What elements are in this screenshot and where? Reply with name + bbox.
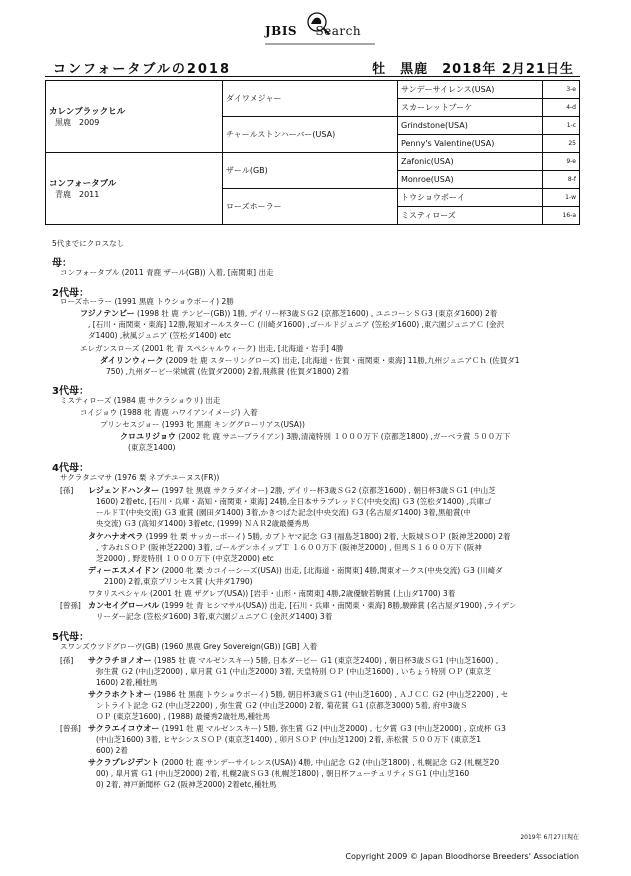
g4-heading: 4代母： (52, 463, 89, 474)
g3-line-1: ミスティローズ (1984 鹿 サクラショウリ) 出走 (60, 396, 221, 405)
ss-cell[interactable]: ダイワメジャー (223, 81, 398, 117)
g4-line-10: 2100) 2着,東京プリンセス賞 (大井ダ1790) (104, 577, 253, 586)
horse-link[interactable]: サクラチヨノオー (88, 656, 152, 665)
g4-tag-1: [孫] (60, 486, 74, 495)
horse-link[interactable]: フジノテンビー (80, 309, 135, 318)
g4-cell-1[interactable]: サンデーサイレンス(USA) (398, 81, 543, 99)
g3-heading: 3代母： (52, 386, 89, 397)
g5-heading: 5代母： (52, 632, 89, 643)
g4-cell-7[interactable]: トウショウボーイ (398, 189, 543, 207)
horse-link[interactable]: タケハナオペラ (88, 532, 144, 541)
g5-line-7: ＯＰ (東京芝1600) , (1988) 最優秀2歳牡馬,種牡馬 (96, 712, 270, 721)
dd-cell[interactable]: ローズホーラー (223, 189, 398, 225)
g4-code-2: 4-d (543, 99, 580, 117)
g5-line-11: サクラプレジデント (2000 牡 鹿 サンデーサイレンス(USA)) 4勝, 中山記念 Ｇ2 (中山芝1800) , 札幌記念 Ｇ2 (札幌芝20 (88, 758, 500, 767)
horse-link[interactable]: サクラプレジデント (88, 758, 159, 767)
g4-cell-8[interactable]: ミスティローズ (398, 207, 543, 225)
logo-prefix: JBIS (265, 24, 298, 38)
pedigree-table (45, 80, 580, 225)
g5-tag-2: [曾孫] (60, 724, 81, 733)
sd-cell[interactable]: チャールストンハーバー(USA) (223, 117, 398, 153)
g4-tag-2: [曾孫] (60, 601, 81, 610)
dam-cell[interactable] (46, 153, 223, 225)
g2-line-5: エレガンスローズ (2001 牝 青 スペシャルウィーク) 出走, [北海道・岩手] 4勝 (80, 344, 344, 353)
g4-code-5: 9-e (543, 153, 580, 171)
g4-cell-6[interactable]: Monroe(USA) (398, 171, 543, 189)
g4-line-11: ワタリスペシャル (2001 牡 鹿 ザグレブ(USA)) [岩手・山形・南関東] 4勝,2歳優駿若駒賞 (上山ダ1700) 3着 (88, 589, 456, 598)
g5-line-1: スワンズウツドグローヴ(GB) (1960 黒鹿 Grey Sovereign(GB)) [GB] 入着 (60, 642, 318, 651)
g5-line-8: サクラエイコウオー (1991 牡 鹿 マルゼンスキー) 5勝, 弥生賞 Ｇ2 (中山芝2000) , 七夕賞 Ｇ3 (中山芝2000) , 京成杯 Ｇ3 (88, 724, 506, 733)
g5-line-13: 0) 2着, 神戸新聞杯 Ｇ2 (阪神芝2000) 2着etc,種牡馬 (96, 780, 277, 789)
sire-cell[interactable] (46, 81, 223, 153)
g4-line-9: ディーエスメイドン (2000 牝 栗 カコイーシーズ(USA)) 出走, [北海道・南関東] 4勝,関東オークス(中央交流) Ｇ3 (川崎ダ (88, 566, 503, 575)
g5-line-6: ントライト記念 Ｇ2 (中山芝2200) , 弥生賞 Ｇ2 (中山芝2000) 2着, 菊花賞 Ｇ1 (京都芝3000) 5着, 府中3歳Ｓ (96, 701, 468, 710)
g2-heading: 2代母： (52, 288, 89, 299)
dam-line: コンフォータブル (2011 青鹿 ザール(GB)) 入着, [南関東] 出走 (60, 268, 274, 277)
g4-line-13: リーダー記念 (笠松ダ1600) 3着,東六園ジュニアＣ (金沢ダ1400) 3着 (96, 612, 333, 621)
g2-line-7: 750) ,九州ダービー栄城賞 (佐賀ダ2000) 2着,飛燕賞 (佐賀ダ1800) 2着 (106, 367, 350, 376)
sire-name: カレンブラックヒル (49, 107, 126, 117)
g4-line-6: タケハナオペラ (1999 牡 栗 サッカーボーイ) 5勝, カブトヤマ記念 Ｇ3 (福島芝1800) 2着, 大阪城ＳＯＰ (阪神芝2000) 2着 (88, 532, 511, 541)
dam-name: コンフォータブル (49, 179, 117, 189)
copyright: Copyright 2009 © Japan Bloodhorse Breeders' Association (345, 852, 579, 861)
logo-suffix: Search (315, 24, 362, 38)
g5-line-3: 弥生賞 Ｇ2 (中山芝2000) , 皐月賞 Ｇ1 (中山芝2000) 3着, 天皇特別 ＯＰ (中山芝1600) , いちょう特別 ＯＰ (東京芝 (96, 667, 492, 676)
g4-line-1: サクラタニマサ (1976 栗 ネプテユーヌス(FR)) (60, 473, 220, 482)
g2-line-6: ダイリンウィーク (2009 牡 鹿 スターリングローズ) 出走, [北海道・佐賀・南関東・東海] 11勝,九州ジュニアＣｈ (佐賀ダ1 (100, 356, 520, 365)
g2-line-2: フジノテンビー (1998 牡 鹿 テンビー(GB)) 1勝, デイリー杯3歳ＳＧ2 (京都芝1600) , ユニコーンＳＧ3 (東京ダ1600) 2着 (80, 309, 498, 318)
horse-link[interactable]: レジェンドハンター (88, 486, 160, 495)
g4-cell-5[interactable]: Zafonic(USA) (398, 153, 543, 171)
g2-line-1: ローズホーラー (1991 黒鹿 トウショウボーイ) 2勝 (60, 297, 234, 306)
g3-line-2: コイジョウ (1988 牝 青鹿 ハワイアンイメージ) 入着 (80, 408, 258, 417)
g4-line-7: , すみれＳＯＰ (阪神芝2200) 3着, ゴールデンホイップＴ １６００万下 (阪神芝2000) , 但馬Ｓ１６００万下 (阪神 (96, 543, 482, 552)
g5-line-2: サクラチヨノオー (1985 牡 鹿 マルゼンスキー) 5勝, 日本ダービー Ｇ1 (東京芝2400) , 朝日杯3歳ＳＧ1 (中山芝1600) , (88, 656, 499, 665)
g4-cell-4[interactable]: Penny's Valentine(USA) (398, 135, 543, 153)
ds-cell[interactable]: ザール(GB) (223, 153, 398, 189)
g4-code-6: 8-f (543, 171, 580, 189)
g4-line-3: 1600) 2着etc, [石川・兵庫・高知・南関東・東海] 24勝,全日本サラブレッドＣ(中央交流) Ｇ3 (笠松ダ1400) ,兵庫ゴ (96, 497, 492, 506)
as-of-date: 2019年 6月27日現在 (520, 834, 579, 841)
g4-code-7: 1-w (543, 189, 580, 207)
g4-cell-3[interactable]: Grindstone(USA) (398, 117, 543, 135)
title-bar (45, 56, 580, 77)
g4-line-8: 芝2000) , 野麦特別 １０００万下 (中京芝2000) etc (96, 554, 274, 563)
horse-link[interactable]: ダイリンウィーク (100, 356, 164, 365)
horse-link[interactable]: サクラホクトオー (88, 690, 152, 699)
g4-cell-2[interactable]: スカーレットブーケ (398, 99, 543, 117)
horse-info: 牡 黒鹿 2018年 2月21日生 (372, 62, 574, 77)
g2-line-3: , [石川・南関東・東海] 12勝,報知オールスターＣ (川崎ダ1600) ,ゴールドジュニア (笠松ダ1600) ,東六園ジュニアＣ (金沢 (88, 320, 505, 329)
g5-tag-1: [孫] (60, 656, 74, 665)
g3-line-3: プリンセスジョー (1993 牝 黒鹿 キンググローリアス(USA)) (100, 420, 305, 429)
cross-note: 5代までにクロスなし (52, 239, 125, 248)
g3-line-5: (東京芝1400) (128, 443, 176, 452)
horse-name: コンフォータブルの2018 (53, 62, 232, 77)
dam-info: 青鹿 2011 (55, 190, 100, 199)
g4-line-2: レジェンドハンター (1997 牡 黒鹿 サクラダイオー) 2勝, デイリー杯3歳ＳＧ2 (京都芝1600) , 朝日杯3歳ＳＧ1 (中山芝 (88, 486, 496, 495)
g3-line-4: クロユリジョウ (2002 牝 鹿 サニーブライアン) 3勝,清滝特別 １０００万下 (京都芝1800) ,ガーベラ賞 ５００万下 (120, 432, 511, 441)
jbis-logo (265, 8, 375, 48)
g5-line-9: (中山芝1600) 3着, ヒヤシンスＳＯＰ (東京芝1400) , 卯月ＳＯＰ (中山芝1200) 2着, 赤松賞 ５００万下 (東京芝1 (96, 735, 482, 744)
g4-code-1: 3-e (543, 81, 580, 99)
g4-line-12: カンセイグローバル (1999 牡 青 ヒシマサル(USA)) 出走, [石川・兵庫・南関東・東海] 8勝,駿蹄賞 (名古屋ダ1900) ,ライデン (88, 601, 517, 610)
g5-line-4: 1600) 2着,種牡馬 (96, 678, 158, 687)
g5-line-10: 600) 2着 (96, 746, 128, 755)
horse-link[interactable]: カンセイグローバル (88, 601, 160, 610)
horse-link[interactable]: サクラエイコウオー (88, 724, 160, 733)
g4-line-4: ールドＴ(中央交流) Ｇ3 重賞 (園田ダ1400) 3着,かきつばた記念(中央交流) Ｇ3 (名古屋ダ1400) 3着,黒船賞(中 (96, 508, 471, 517)
g2-line-4: ダ1400) ,秋風ジュニア (笠松ダ1400) etc (88, 331, 232, 340)
horse-link[interactable]: ディーエスメイドン (88, 566, 160, 575)
horse-link[interactable]: クロユリジョウ (120, 432, 176, 441)
dam-heading: 母： (52, 258, 72, 269)
g5-line-5: サクラホクトオー (1986 牡 黒鹿 トウショウボーイ) 5勝, 朝日杯3歳ＳＧ1 (中山芝1600) , ＡＪＣＣ Ｇ2 (中山芝2200) , セ (88, 690, 509, 699)
g4-code-3: 1-c (543, 117, 580, 135)
g4-line-5: 央交流) Ｇ3 (高知ダ1400) 3着etc, (1999) ＮＡＲ2歳最優秀馬 (96, 519, 310, 528)
g4-code-8: 16-a (543, 207, 580, 225)
g5-line-12: 00) , 皐月賞 Ｇ1 (中山芝2000) 2着, 札幌2歳ＳＧ3 (札幌芝1800) , 朝日杯フューチュリティＳＧ1 (中山芝160 (96, 769, 470, 778)
sire-info: 黒鹿 2009 (55, 118, 100, 127)
g4-code-4: 25 (543, 135, 580, 153)
